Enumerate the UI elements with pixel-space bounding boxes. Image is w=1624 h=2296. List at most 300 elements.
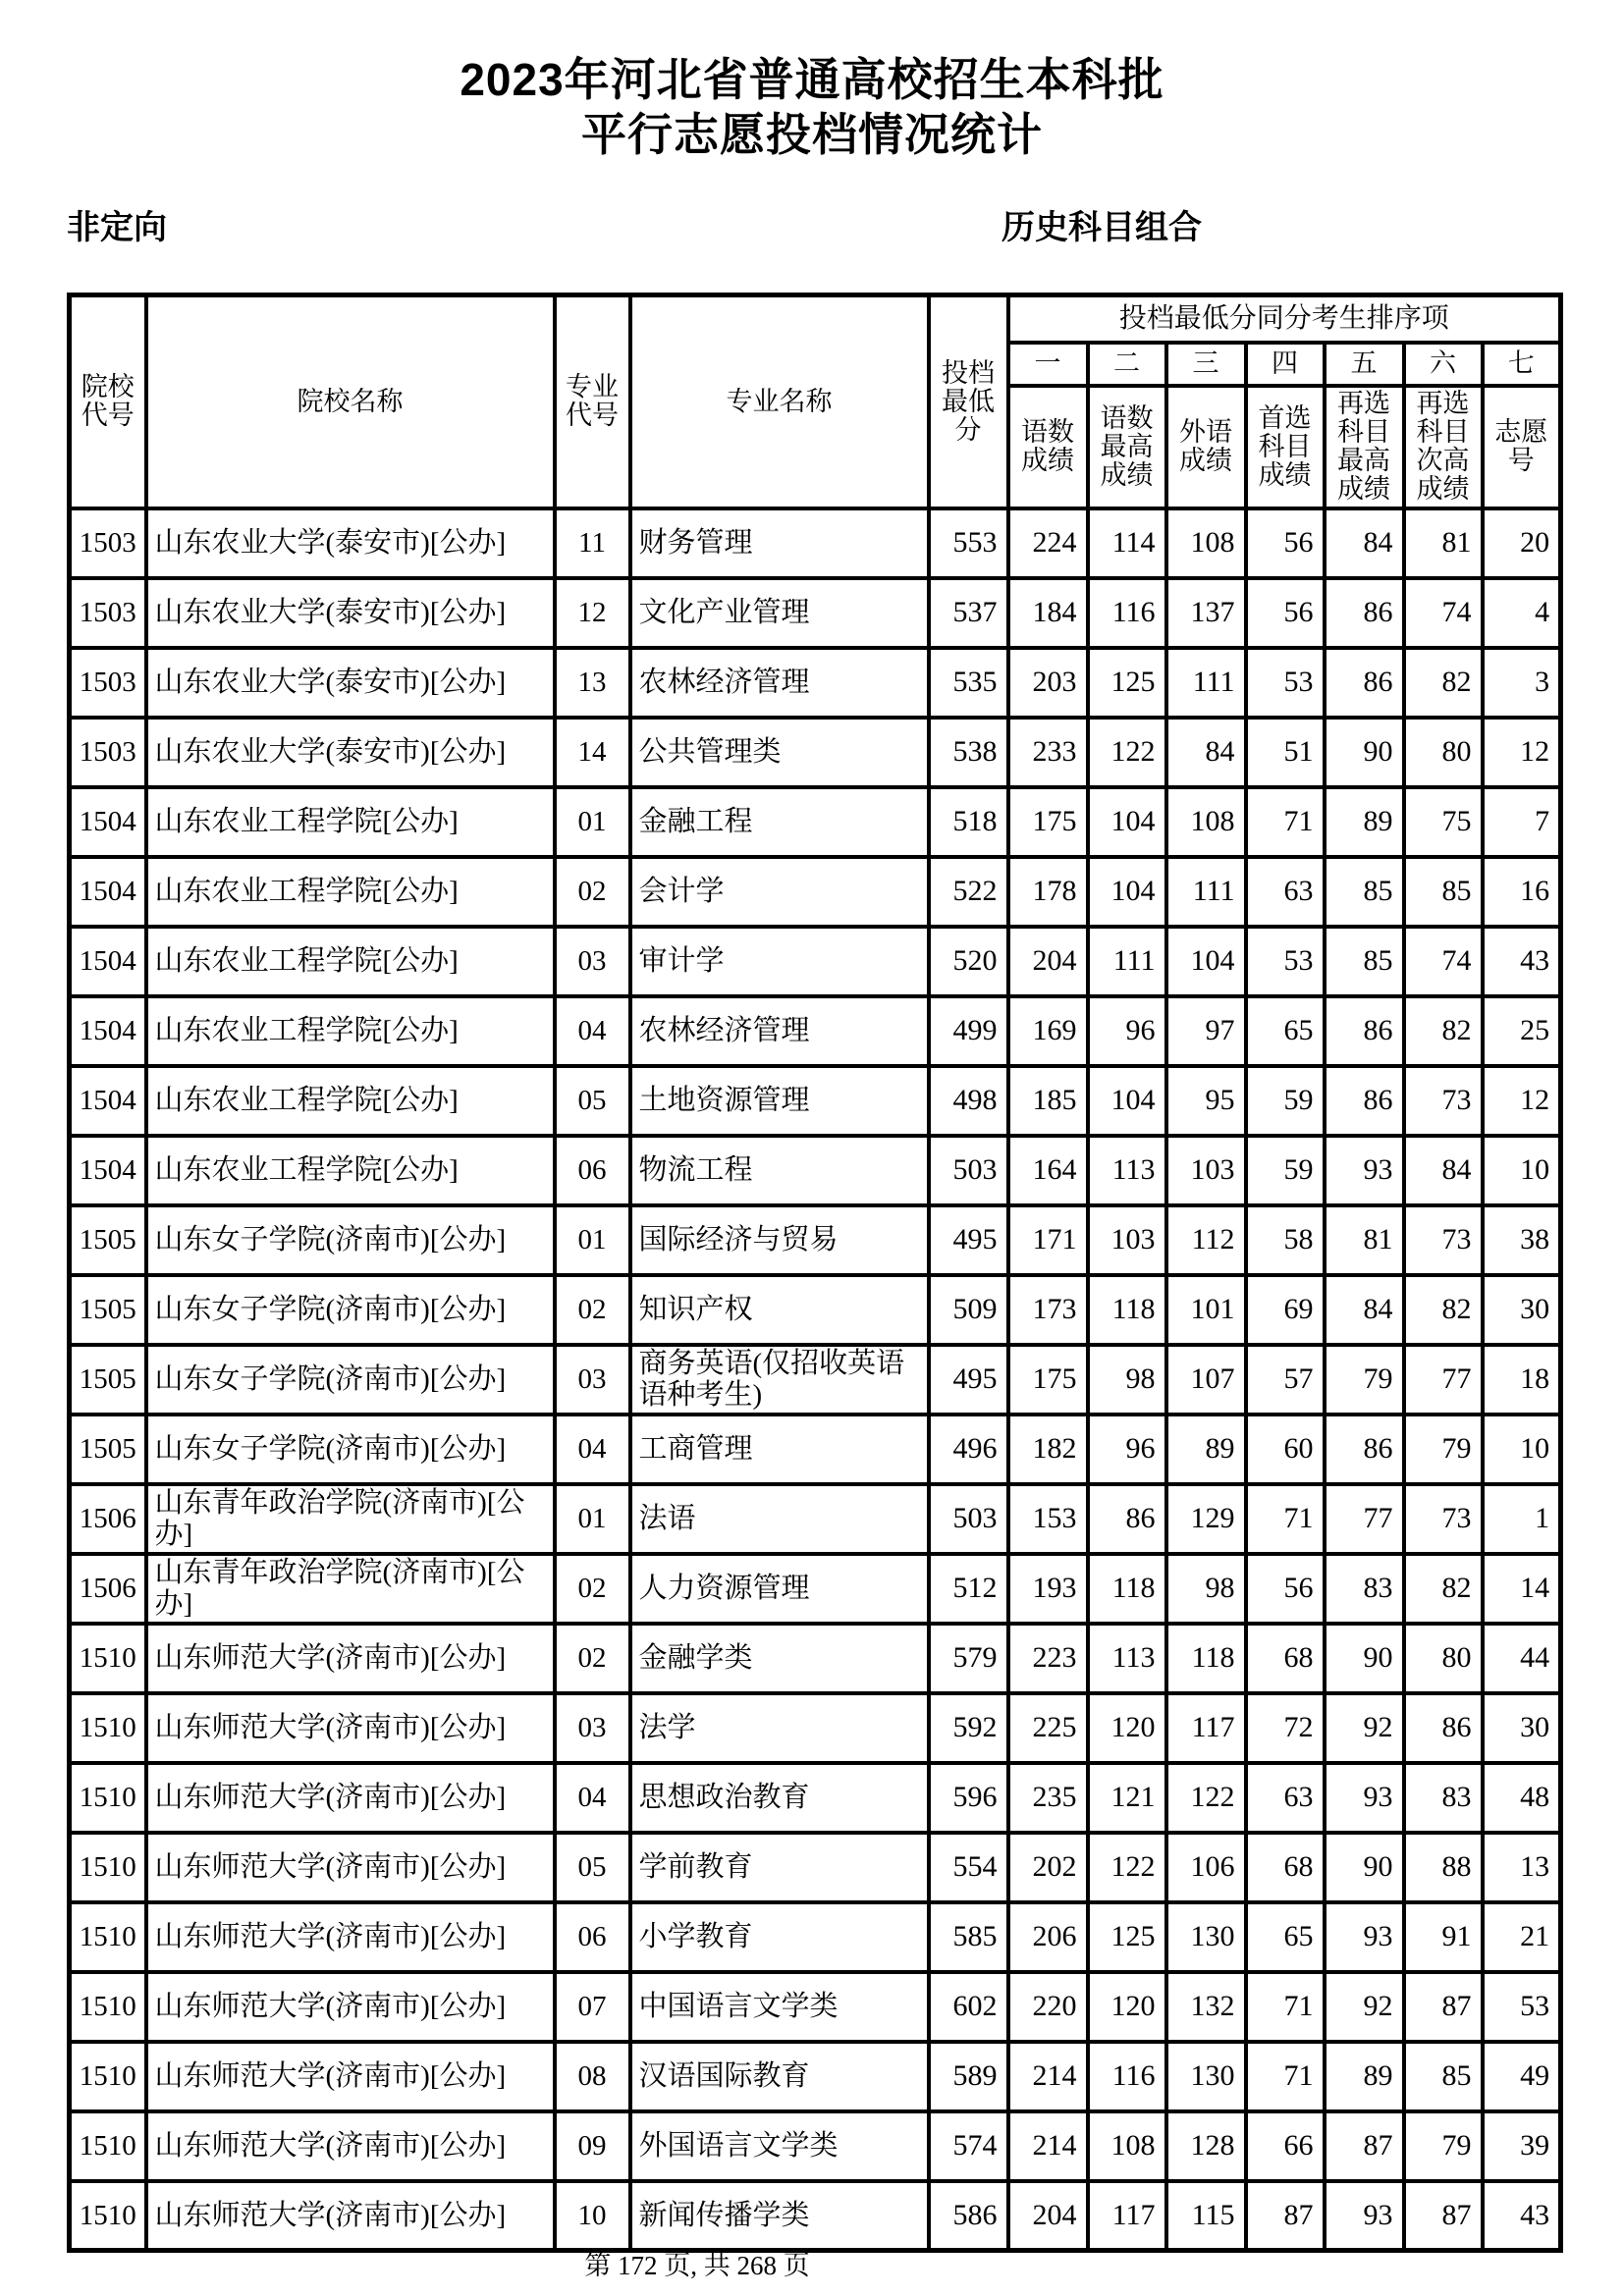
college-code-cell: 1506 [70,1554,146,1624]
chinese-math-score-cell: 184 [1008,578,1088,648]
major-code-cell: 05 [555,1066,630,1136]
chinese-math-score-cell: 204 [1008,927,1088,996]
foreign-language-score-cell: 128 [1166,2111,1246,2181]
table-row [70,1554,1561,1624]
chinese-math-score-cell: 206 [1008,1902,1088,1972]
first-subject-score-cell: 53 [1246,927,1325,996]
reselect-highest-cell: 86 [1325,1415,1404,1484]
college-code-cell: 1504 [70,1066,146,1136]
min-score-cell: 585 [929,1902,1008,1972]
chinese-math-highest-cell: 120 [1088,1972,1166,2042]
subject-group-label: 历史科目组合 [1001,209,1202,246]
chinese-math-highest-cell: 117 [1088,2181,1166,2251]
table-row [70,1415,1561,1484]
major-name-cell: 中国语言文学类 [630,1972,929,2042]
first-subject-score-cell: 58 [1246,1205,1325,1275]
major-name-cell: 外国语言文学类 [630,2111,929,2181]
major-code-cell: 01 [555,1484,630,1554]
min-score-cell: 522 [929,857,1008,927]
table-row [70,927,1561,996]
min-score-cell: 512 [929,1554,1008,1624]
reselect-highest-cell: 84 [1325,508,1404,578]
reselect-second-highest-cell: 75 [1404,787,1483,857]
header-major-code: 专业代号 [555,295,630,508]
reselect-second-highest-cell: 86 [1404,1693,1483,1763]
foreign-language-score-cell: 95 [1166,1066,1246,1136]
preference-number-cell: 12 [1483,718,1561,787]
meta-row [67,206,1558,249]
major-code-cell: 05 [555,1833,630,1902]
college-name-cell: 山东女子学院(济南市)[公办] [146,1275,555,1345]
chinese-math-highest-cell: 125 [1088,1902,1166,1972]
reselect-highest-cell: 93 [1325,1136,1404,1205]
min-score-cell: 518 [929,787,1008,857]
reselect-second-highest-cell: 84 [1404,1136,1483,1205]
chinese-math-highest-cell: 118 [1088,1554,1166,1624]
chinese-math-score-cell: 214 [1008,2111,1088,2181]
preference-number-cell: 3 [1483,648,1561,718]
major-name-cell: 新闻传播学类 [630,2181,929,2251]
major-name-cell: 法学 [630,1693,929,1763]
header-min-score: 投档最低分 [929,295,1008,508]
chinese-math-highest-cell: 104 [1088,1066,1166,1136]
table-row [70,1833,1561,1902]
college-code-cell: 1504 [70,1136,146,1205]
chinese-math-score-cell: 175 [1008,1345,1088,1415]
college-name-cell: 山东农业工程学院[公办] [146,1066,555,1136]
header-tiebreak-num-7: 七 [1483,343,1561,386]
header-tiebreak-num-6: 六 [1404,343,1483,386]
college-code-cell: 1503 [70,648,146,718]
chinese-math-score-cell: 204 [1008,2181,1088,2251]
major-code-cell: 02 [555,1624,630,1693]
college-name-cell: 山东女子学院(济南市)[公办] [146,1345,555,1415]
preference-number-cell: 18 [1483,1345,1561,1415]
table-row [70,996,1561,1066]
table-row [70,648,1561,718]
first-subject-score-cell: 71 [1246,787,1325,857]
chinese-math-highest-cell: 122 [1088,718,1166,787]
college-name-cell: 山东女子学院(济南市)[公办] [146,1205,555,1275]
reselect-second-highest-cell: 91 [1404,1902,1483,1972]
reselect-second-highest-cell: 85 [1404,857,1483,927]
header-tiebreak-num-5: 五 [1325,343,1404,386]
major-code-cell: 03 [555,1693,630,1763]
preference-number-cell: 10 [1483,1415,1561,1484]
chinese-math-score-cell: 164 [1008,1136,1088,1205]
header-first-subject-score: 首选科目成绩 [1246,386,1325,508]
college-name-cell: 山东女子学院(济南市)[公办] [146,1415,555,1484]
chinese-math-highest-cell: 103 [1088,1205,1166,1275]
major-name-cell: 国际经济与贸易 [630,1205,929,1275]
college-name-cell: 山东农业工程学院[公办] [146,927,555,996]
foreign-language-score-cell: 129 [1166,1484,1246,1554]
foreign-language-score-cell: 118 [1166,1624,1246,1693]
college-code-cell: 1503 [70,718,146,787]
chinese-math-score-cell: 220 [1008,1972,1088,2042]
major-name-cell: 思想政治教育 [630,1763,929,1833]
plan-type-label: 非定向 [67,209,167,246]
college-name-cell: 山东师范大学(济南市)[公办] [146,1833,555,1902]
college-name-cell: 山东农业大学(泰安市)[公办] [146,648,555,718]
reselect-highest-cell: 84 [1325,1275,1404,1345]
reselect-highest-cell: 92 [1325,1972,1404,2042]
reselect-highest-cell: 90 [1325,718,1404,787]
header-reselect-highest: 再选科目最高成绩 [1325,386,1404,508]
major-name-cell: 人力资源管理 [630,1554,929,1624]
header-preference-number: 志愿号 [1483,386,1561,508]
major-code-cell: 10 [555,2181,630,2251]
reselect-highest-cell: 86 [1325,648,1404,718]
first-subject-score-cell: 87 [1246,2181,1325,2251]
table-row [70,1205,1561,1275]
header-tiebreak-group: 投档最低分同分考生排序项 [1008,295,1561,344]
chinese-math-score-cell: 185 [1008,1066,1088,1136]
reselect-highest-cell: 90 [1325,1624,1404,1693]
first-subject-score-cell: 71 [1246,2042,1325,2111]
major-name-cell: 学前教育 [630,1833,929,1902]
chinese-math-highest-cell: 113 [1088,1624,1166,1693]
chinese-math-score-cell: 169 [1008,996,1088,1066]
admission-table [67,293,1563,2253]
college-name-cell: 山东农业大学(泰安市)[公办] [146,718,555,787]
major-name-cell: 知识产权 [630,1275,929,1345]
major-name-cell: 小学教育 [630,1902,929,1972]
major-code-cell: 03 [555,1345,630,1415]
foreign-language-score-cell: 122 [1166,1763,1246,1833]
reselect-highest-cell: 93 [1325,2181,1404,2251]
reselect-highest-cell: 90 [1325,1833,1404,1902]
college-code-cell: 1503 [70,578,146,648]
college-name-cell: 山东农业工程学院[公办] [146,787,555,857]
reselect-highest-cell: 93 [1325,1902,1404,1972]
first-subject-score-cell: 56 [1246,1554,1325,1624]
chinese-math-score-cell: 173 [1008,1275,1088,1345]
major-code-cell: 06 [555,1902,630,1972]
preference-number-cell: 44 [1483,1624,1561,1693]
chinese-math-highest-cell: 113 [1088,1136,1166,1205]
table-row [70,2111,1561,2181]
reselect-highest-cell: 85 [1325,927,1404,996]
preference-number-cell: 38 [1483,1205,1561,1275]
college-code-cell: 1504 [70,857,146,927]
foreign-language-score-cell: 89 [1166,1415,1246,1484]
chinese-math-highest-cell: 125 [1088,648,1166,718]
reselect-second-highest-cell: 82 [1404,996,1483,1066]
preference-number-cell: 53 [1483,1972,1561,2042]
chinese-math-score-cell: 175 [1008,787,1088,857]
chinese-math-score-cell: 214 [1008,2042,1088,2111]
college-code-cell: 1510 [70,2181,146,2251]
table-row [70,718,1561,787]
college-name-cell: 山东师范大学(济南市)[公办] [146,1902,555,1972]
header-major-name: 专业名称 [630,295,929,508]
table-row [70,787,1561,857]
table-row [70,1345,1561,1415]
min-score-cell: 498 [929,1066,1008,1136]
table-row [70,857,1561,927]
college-code-cell: 1506 [70,1484,146,1554]
foreign-language-score-cell: 111 [1166,857,1246,927]
first-subject-score-cell: 57 [1246,1345,1325,1415]
reselect-highest-cell: 93 [1325,1763,1404,1833]
reselect-second-highest-cell: 73 [1404,1205,1483,1275]
chinese-math-highest-cell: 120 [1088,1693,1166,1763]
major-code-cell: 03 [555,927,630,996]
major-name-cell: 工商管理 [630,1415,929,1484]
major-code-cell: 08 [555,2042,630,2111]
first-subject-score-cell: 56 [1246,578,1325,648]
chinese-math-score-cell: 235 [1008,1763,1088,1833]
major-name-cell: 公共管理类 [630,718,929,787]
table-row [70,2181,1561,2251]
foreign-language-score-cell: 117 [1166,1693,1246,1763]
chinese-math-score-cell: 233 [1008,718,1088,787]
min-score-cell: 503 [929,1136,1008,1205]
foreign-language-score-cell: 137 [1166,578,1246,648]
preference-number-cell: 12 [1483,1066,1561,1136]
first-subject-score-cell: 71 [1246,1484,1325,1554]
first-subject-score-cell: 63 [1246,1763,1325,1833]
major-name-cell: 金融工程 [630,787,929,857]
min-score-cell: 535 [929,648,1008,718]
major-name-cell: 文化产业管理 [630,578,929,648]
table-row [70,508,1561,578]
foreign-language-score-cell: 107 [1166,1345,1246,1415]
preference-number-cell: 10 [1483,1136,1561,1205]
chinese-math-highest-cell: 118 [1088,1275,1166,1345]
college-code-cell: 1510 [70,1693,146,1763]
preference-number-cell: 30 [1483,1275,1561,1345]
preference-number-cell: 21 [1483,1902,1561,1972]
header-tiebreak-num-3: 三 [1166,343,1246,386]
college-name-cell: 山东农业工程学院[公办] [146,857,555,927]
chinese-math-score-cell: 203 [1008,648,1088,718]
min-score-cell: 589 [929,2042,1008,2111]
major-code-cell: 09 [555,2111,630,2181]
major-name-cell: 金融学类 [630,1624,929,1693]
table-row [70,578,1561,648]
reselect-highest-cell: 86 [1325,996,1404,1066]
chinese-math-highest-cell: 108 [1088,2111,1166,2181]
first-subject-score-cell: 56 [1246,508,1325,578]
foreign-language-score-cell: 130 [1166,1902,1246,1972]
college-code-cell: 1510 [70,2042,146,2111]
reselect-highest-cell: 85 [1325,857,1404,927]
foreign-language-score-cell: 130 [1166,2042,1246,2111]
reselect-highest-cell: 89 [1325,787,1404,857]
major-name-cell: 农林经济管理 [630,648,929,718]
chinese-math-score-cell: 224 [1008,508,1088,578]
major-code-cell: 14 [555,718,630,787]
major-name-cell: 土地资源管理 [630,1066,929,1136]
college-code-cell: 1510 [70,2111,146,2181]
reselect-second-highest-cell: 85 [1404,2042,1483,2111]
chinese-math-highest-cell: 104 [1088,787,1166,857]
reselect-second-highest-cell: 80 [1404,718,1483,787]
first-subject-score-cell: 65 [1246,996,1325,1066]
min-score-cell: 503 [929,1484,1008,1554]
major-name-cell: 商务英语(仅招收英语语种考生) [630,1345,929,1415]
table-row [70,1136,1561,1205]
major-name-cell: 财务管理 [630,508,929,578]
table-row [70,1763,1561,1833]
college-code-cell: 1505 [70,1275,146,1345]
header-reselect-second-highest: 再选科目次高成绩 [1404,386,1483,508]
reselect-highest-cell: 92 [1325,1693,1404,1763]
major-name-cell: 汉语国际教育 [630,2042,929,2111]
preference-number-cell: 7 [1483,787,1561,857]
reselect-highest-cell: 81 [1325,1205,1404,1275]
first-subject-score-cell: 63 [1246,857,1325,927]
first-subject-score-cell: 59 [1246,1066,1325,1136]
preference-number-cell: 25 [1483,996,1561,1066]
chinese-math-highest-cell: 111 [1088,927,1166,996]
major-code-cell: 13 [555,648,630,718]
college-name-cell: 山东师范大学(济南市)[公办] [146,1693,555,1763]
page-title-line1: 2023年河北省普通高校招生本科批 [460,54,1164,105]
college-code-cell: 1504 [70,787,146,857]
college-code-cell: 1505 [70,1415,146,1484]
preference-number-cell: 20 [1483,508,1561,578]
college-name-cell: 山东师范大学(济南市)[公办] [146,2042,555,2111]
chinese-math-highest-cell: 121 [1088,1763,1166,1833]
major-name-cell: 物流工程 [630,1136,929,1205]
min-score-cell: 537 [929,578,1008,648]
min-score-cell: 538 [929,718,1008,787]
reselect-highest-cell: 83 [1325,1554,1404,1624]
chinese-math-score-cell: 193 [1008,1554,1088,1624]
major-name-cell: 审计学 [630,927,929,996]
preference-number-cell: 43 [1483,927,1561,996]
reselect-highest-cell: 89 [1325,2042,1404,2111]
college-name-cell: 山东师范大学(济南市)[公办] [146,1763,555,1833]
reselect-second-highest-cell: 77 [1404,1345,1483,1415]
chinese-math-highest-cell: 96 [1088,1415,1166,1484]
college-name-cell: 山东师范大学(济南市)[公办] [146,1624,555,1693]
table-row [70,1693,1561,1763]
table-row [70,1902,1561,1972]
header-chinese-math-highest: 语数最高成绩 [1088,386,1166,508]
major-code-cell: 04 [555,1763,630,1833]
major-code-cell: 01 [555,787,630,857]
header-row-group [70,295,1561,344]
preference-number-cell: 4 [1483,578,1561,648]
college-code-cell: 1510 [70,1902,146,1972]
reselect-second-highest-cell: 82 [1404,1554,1483,1624]
min-score-cell: 592 [929,1693,1008,1763]
reselect-second-highest-cell: 88 [1404,1833,1483,1902]
foreign-language-score-cell: 97 [1166,996,1246,1066]
college-code-cell: 1505 [70,1345,146,1415]
major-code-cell: 02 [555,857,630,927]
reselect-second-highest-cell: 82 [1404,648,1483,718]
first-subject-score-cell: 72 [1246,1693,1325,1763]
reselect-highest-cell: 86 [1325,578,1404,648]
chinese-math-highest-cell: 114 [1088,508,1166,578]
chinese-math-highest-cell: 116 [1088,578,1166,648]
chinese-math-score-cell: 182 [1008,1415,1088,1484]
foreign-language-score-cell: 111 [1166,648,1246,718]
major-code-cell: 06 [555,1136,630,1205]
reselect-second-highest-cell: 83 [1404,1763,1483,1833]
chinese-math-score-cell: 223 [1008,1624,1088,1693]
preference-number-cell: 30 [1483,1693,1561,1763]
preference-number-cell: 48 [1483,1763,1561,1833]
page-title-line2: 平行志愿投档情况统计 [581,109,1043,160]
min-score-cell: 520 [929,927,1008,996]
reselect-second-highest-cell: 73 [1404,1066,1483,1136]
reselect-second-highest-cell: 87 [1404,2181,1483,2251]
college-name-cell: 山东农业大学(泰安市)[公办] [146,578,555,648]
min-score-cell: 579 [929,1624,1008,1693]
chinese-math-highest-cell: 122 [1088,1833,1166,1902]
college-code-cell: 1503 [70,508,146,578]
min-score-cell: 495 [929,1345,1008,1415]
major-name-cell: 法语 [630,1484,929,1554]
college-name-cell: 山东师范大学(济南市)[公办] [146,2111,555,2181]
college-code-cell: 1504 [70,927,146,996]
header-tiebreak-num-1: 一 [1008,343,1088,386]
first-subject-score-cell: 69 [1246,1275,1325,1345]
college-name-cell: 山东农业大学(泰安市)[公办] [146,508,555,578]
reselect-highest-cell: 79 [1325,1345,1404,1415]
college-code-cell: 1510 [70,1833,146,1902]
min-score-cell: 496 [929,1415,1008,1484]
min-score-cell: 553 [929,508,1008,578]
major-code-cell: 11 [555,508,630,578]
reselect-second-highest-cell: 79 [1404,1415,1483,1484]
reselect-highest-cell: 87 [1325,2111,1404,2181]
major-code-cell: 04 [555,1415,630,1484]
first-subject-score-cell: 60 [1246,1415,1325,1484]
reselect-highest-cell: 86 [1325,1066,1404,1136]
table-row [70,1484,1561,1554]
reselect-second-highest-cell: 87 [1404,1972,1483,2042]
first-subject-score-cell: 66 [1246,2111,1325,2181]
reselect-second-highest-cell: 80 [1404,1624,1483,1693]
chinese-math-score-cell: 153 [1008,1484,1088,1554]
min-score-cell: 554 [929,1833,1008,1902]
header-chinese-math-score: 语数成绩 [1008,386,1088,508]
major-name-cell: 会计学 [630,857,929,927]
first-subject-score-cell: 68 [1246,1624,1325,1693]
reselect-second-highest-cell: 74 [1404,927,1483,996]
first-subject-score-cell: 68 [1246,1833,1325,1902]
reselect-second-highest-cell: 81 [1404,508,1483,578]
reselect-second-highest-cell: 74 [1404,578,1483,648]
college-code-cell: 1504 [70,996,146,1066]
header-foreign-language-score: 外语成绩 [1166,386,1246,508]
reselect-second-highest-cell: 79 [1404,2111,1483,2181]
college-code-cell: 1510 [70,1763,146,1833]
college-code-cell: 1505 [70,1205,146,1275]
foreign-language-score-cell: 115 [1166,2181,1246,2251]
foreign-language-score-cell: 84 [1166,718,1246,787]
first-subject-score-cell: 71 [1246,1972,1325,2042]
chinese-math-score-cell: 202 [1008,1833,1088,1902]
first-subject-score-cell: 59 [1246,1136,1325,1205]
preference-number-cell: 13 [1483,1833,1561,1902]
chinese-math-score-cell: 178 [1008,857,1088,927]
foreign-language-score-cell: 132 [1166,1972,1246,2042]
foreign-language-score-cell: 108 [1166,787,1246,857]
major-code-cell: 04 [555,996,630,1066]
header-tiebreak-num-2: 二 [1088,343,1166,386]
college-code-cell: 1510 [70,1624,146,1693]
table-row [70,2042,1561,2111]
min-score-cell: 499 [929,996,1008,1066]
